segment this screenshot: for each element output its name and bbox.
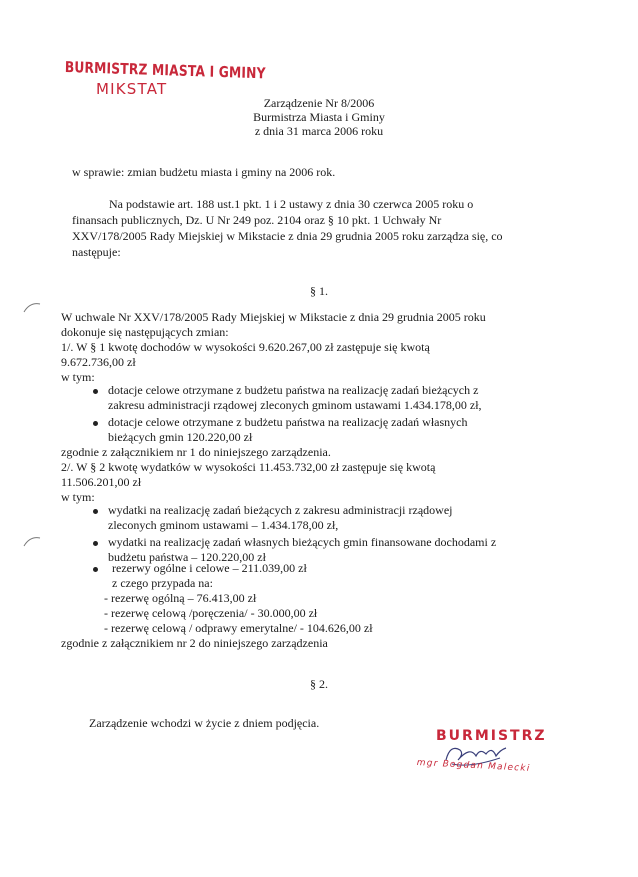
reserve-line: - rezerwę ogólną – 76.413,00 zł xyxy=(104,591,257,605)
bullet-dot xyxy=(93,567,98,572)
header-date: z dnia 31 marca 2006 roku xyxy=(254,124,384,138)
preamble-line: następuje: xyxy=(72,245,121,259)
item-2-bullet-line: wydatki na realizację zadań własnych bieżących gmin finansowane dochodami z xyxy=(108,535,497,549)
item-1-line: 1/. W § 1 kwotę dochodów w wysokości 9.620.267,00 zł zastępuje się kwotą xyxy=(61,340,430,354)
item-2-bullet-line: budżetu państwa – 120.220,00 zł xyxy=(108,550,266,564)
section-1-intro-line: W uchwale Nr XXV/178/2005 Rady Miejskiej w Mikstacie z dnia 29 grudnia 2005 roku xyxy=(61,310,486,324)
reserve-breakdown-label: z czego przypada na: xyxy=(112,576,213,590)
reserve-line: - rezerwę celową /poręczenia/ - 30.000,00 zł xyxy=(104,606,318,620)
item-2-bullet-line: wydatki na realizację zadań bieżących z zakresu administracji rządowej xyxy=(108,503,453,517)
reserve-line: - rezerwę celową / odprawy emerytalne/ - 104.626,00 zł xyxy=(104,621,373,635)
header-issuer: Burmistrza Miasta i Gminy xyxy=(253,110,385,124)
item-2-bullet-line: zleconych gminom ustawami – 1.434.178,00 zł, xyxy=(108,518,339,532)
stamp-office-line: BURMISTRZ MIASTA I GMINY xyxy=(64,58,266,83)
section-1-title: § 1. xyxy=(310,284,328,298)
section-2-text: Zarządzenie wchodzi w życie z dniem podjęcia. xyxy=(89,716,320,730)
subject-line: w sprawie: zmian budżetu miasta i gminy na 2006 rok. xyxy=(72,165,336,179)
item-1-bullet-line: zakresu administracji rządowej zleconych gminom ustawami 1.434.178,00 zł, xyxy=(108,398,482,412)
stamp-burmistrz: BURMISTRZ xyxy=(436,728,547,744)
item-2-w-tym: w tym: xyxy=(61,490,95,504)
bullet-dot xyxy=(93,421,98,426)
page-edge-mark xyxy=(22,300,42,314)
bullet-dot xyxy=(93,541,98,546)
bullet-dot xyxy=(93,389,98,394)
item-2-bullet-line: rezerwy ogólne i celowe – 211.039,00 zł xyxy=(112,561,307,575)
item-1-bullet-line: dotacje celowe otrzymane z budżetu państwa na realizację zadań bieżących z xyxy=(108,383,479,397)
page-edge-mark xyxy=(22,534,42,548)
preamble-line: finansach publicznych, Dz. U Nr 249 poz. 2104 oraz § 10 pkt. 1 Uchwały Nr xyxy=(72,213,442,227)
item-1-footer: zgodnie z załącznikiem nr 1 do niniejszego zarządzenia. xyxy=(61,445,331,459)
stamp-town-line: MIKSTAT xyxy=(96,80,168,98)
item-1-bullet-line: dotacje celowe otrzymane z budżetu państwa na realizację zadań własnych xyxy=(108,415,468,429)
header-title: Zarządzenie Nr 8/2006 xyxy=(263,96,375,110)
item-1-w-tym: w tym: xyxy=(61,370,95,384)
item-2-line: 2/. W § 2 kwotę wydatków w wysokości 11.453.732,00 zł zastępuje się kwotą xyxy=(61,460,436,474)
section-2-title: § 2. xyxy=(310,677,328,691)
document-header xyxy=(0,96,638,138)
stamp-official-name: mgr Bogdan Malecki xyxy=(416,758,531,774)
item-2-footer: zgodnie z załącznikiem nr 2 do niniejszego zarządzenia xyxy=(61,636,328,650)
section-1-intro-line: dokonuje się następujących zmian: xyxy=(61,325,229,339)
item-1-line: 9.672.736,00 zł xyxy=(61,355,136,369)
item-2-line: 11.506.201,00 zł xyxy=(61,475,142,489)
preamble-line: Na podstawie art. 188 ust.1 pkt. 1 i 2 ustawy z dnia 30 czerwca 2005 roku o xyxy=(109,197,474,211)
item-1-bullet-line: bieżących gmin 120.220,00 zł xyxy=(108,430,253,444)
preamble-line: XXV/178/2005 Rady Miejskiej w Mikstacie z dnia 29 grudnia 2005 roku zarządza się, co xyxy=(72,229,503,243)
bullet-dot xyxy=(93,509,98,514)
